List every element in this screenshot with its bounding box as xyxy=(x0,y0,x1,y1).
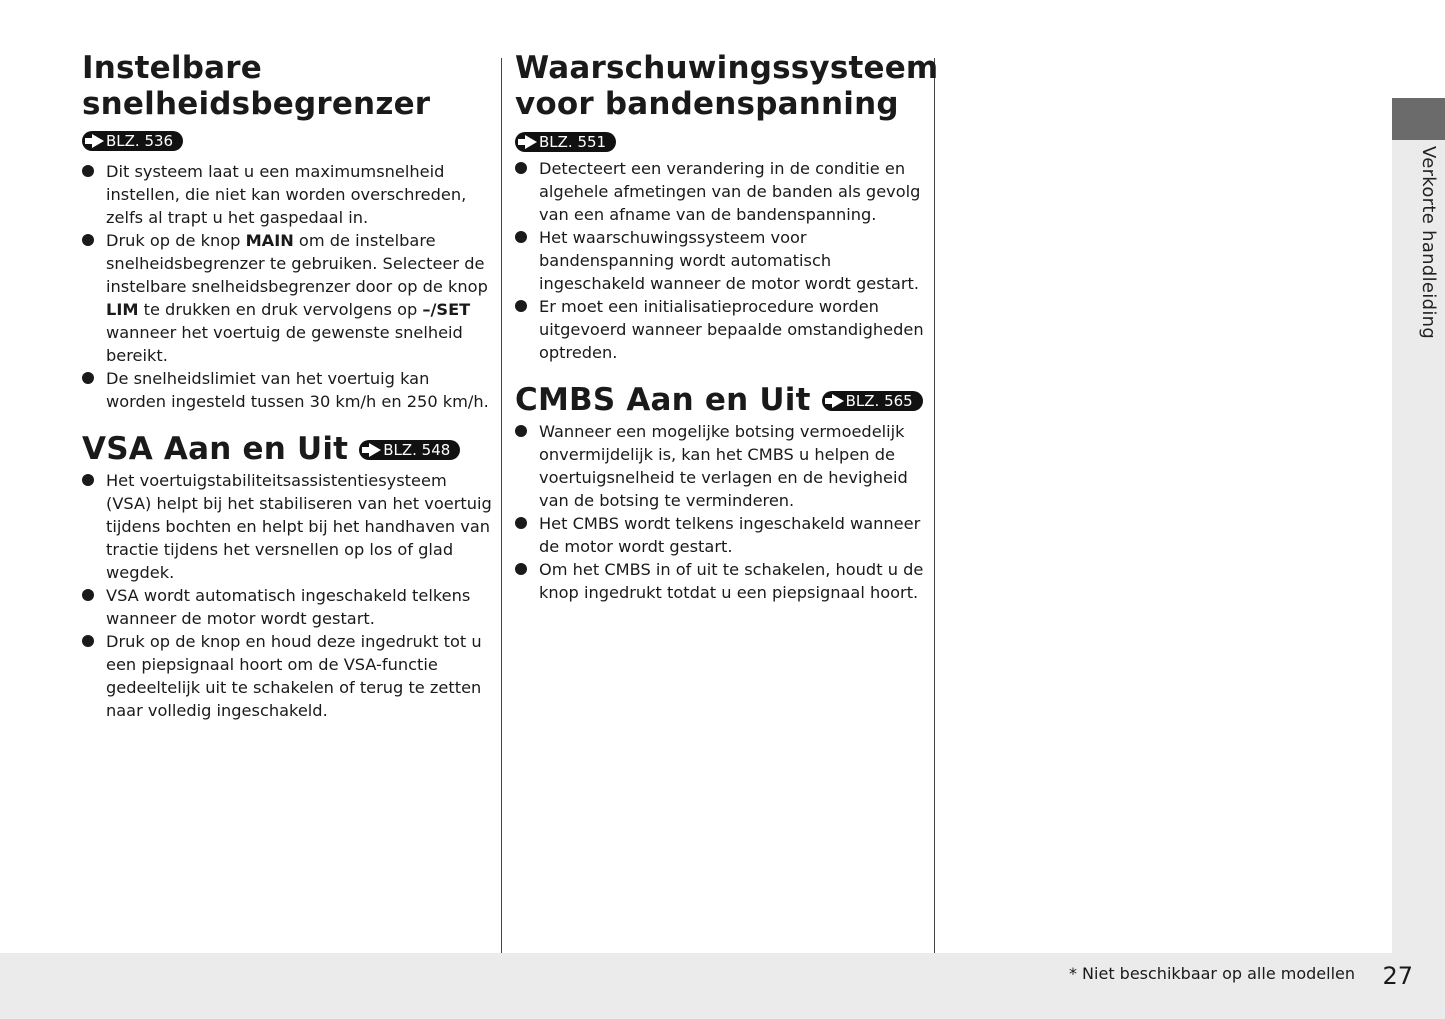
list-item: Het CMBS wordt telkens ingeschakeld wanneer de motor wordt gestart. xyxy=(515,512,925,558)
page-ref-link-548[interactable]: BLZ. 548 xyxy=(359,440,460,460)
column-divider-2 xyxy=(934,58,935,953)
left-column xyxy=(82,50,492,722)
list-item: Het waarschuwingssysteem voor bandenspanning wordt automatisch ingeschakeld wanneer de motor wordt gestart. xyxy=(515,226,925,295)
list-item: De snelheidslimiet van het voertuig kan worden ingesteld tussen 30 km/h en 250 km/h. xyxy=(82,367,492,413)
middle-column xyxy=(515,50,939,604)
chapter-tab-marker xyxy=(1392,98,1445,140)
speed-limiter-section xyxy=(82,50,492,413)
cmbs-bullets xyxy=(515,420,925,604)
chapter-label: Verkorte handleiding xyxy=(1418,146,1439,340)
list-item: Om het CMBS in of uit te schakelen, houdt u de knop ingedrukt totdat u een piepsignaal hoort. xyxy=(515,558,925,604)
list-item: Het voertuigstabiliteitsassistentiesysteem (VSA) helpt bij het stabiliseren van het voertuig tijdens bochten en helpt bij het handhaven van tractie tijdens het versnellen op los of glad wegdek. xyxy=(82,469,492,584)
list-item: Druk op de knop MAIN om de instelbare snelheidsbegrenzer te gebruiken. Selecteer de instelbare snelheidsbegrenzer door op de knop LIM te drukken en druk vervolgens op –/SET wanneer het voertuig de gewenste snelheid bereikt. xyxy=(82,229,492,367)
arrow-right-icon xyxy=(525,135,537,149)
list-item: Dit systeem laat u een maximumsnelheid instellen, die niet kan worden overschreden, zelfs al trapt u het gaspedaal in. xyxy=(82,160,492,229)
arrow-right-icon xyxy=(92,134,104,148)
arrow-right-icon xyxy=(832,394,844,408)
list-item: Er moet een initialisatieprocedure worden uitgevoerd wanneer bepaalde omstandigheden optreden. xyxy=(515,295,925,364)
tpms-title: Waarschuwingssysteem voor bandenspanning xyxy=(515,50,939,122)
page-ref-link-551[interactable]: BLZ. 551 xyxy=(515,132,616,152)
list-item: Druk op de knop en houd deze ingedrukt tot u een piepsignaal hoort om de VSA-functie gedeeltelijk uit te schakelen of terug te zetten naar volledig ingeschakeld. xyxy=(82,630,492,722)
vsa-bullets xyxy=(82,469,492,722)
arrow-right-icon xyxy=(369,443,381,457)
speed-limiter-title: Instelbare snelheidsbegrenzer BLZ. 536 xyxy=(82,50,431,150)
vsa-title: VSA Aan en Uit BLZ. 548 xyxy=(82,431,492,467)
column-divider-1 xyxy=(501,58,502,953)
page-ref-link-565[interactable]: BLZ. 565 xyxy=(822,391,923,411)
speed-limiter-bullets xyxy=(82,160,492,413)
footnote: * Niet beschikbaar op alle modellen xyxy=(1068,964,1355,983)
list-item: VSA wordt automatisch ingeschakeld telkens wanneer de motor wordt gestart. xyxy=(82,584,492,630)
tpms-section xyxy=(515,50,939,364)
list-item: Detecteert een verandering in de conditie en algehele afmetingen van de banden als gevolg van een afname van de bandenspanning. xyxy=(515,157,925,226)
page-number: 27 xyxy=(1382,962,1413,990)
vsa-section xyxy=(82,431,492,722)
cmbs-section xyxy=(515,382,925,604)
tpms-bullets xyxy=(515,157,925,364)
list-item: Wanneer een mogelijke botsing vermoedelijk onvermijdelijk is, kan het CMBS u helpen de voertuigsnelheid te verlagen en de hevigheid van de botsing te verminderen. xyxy=(515,420,925,512)
page-footer xyxy=(0,953,1445,1019)
cmbs-title: CMBS Aan en Uit BLZ. 565 xyxy=(515,382,925,418)
page-ref-link-536[interactable]: BLZ. 536 xyxy=(82,131,183,151)
